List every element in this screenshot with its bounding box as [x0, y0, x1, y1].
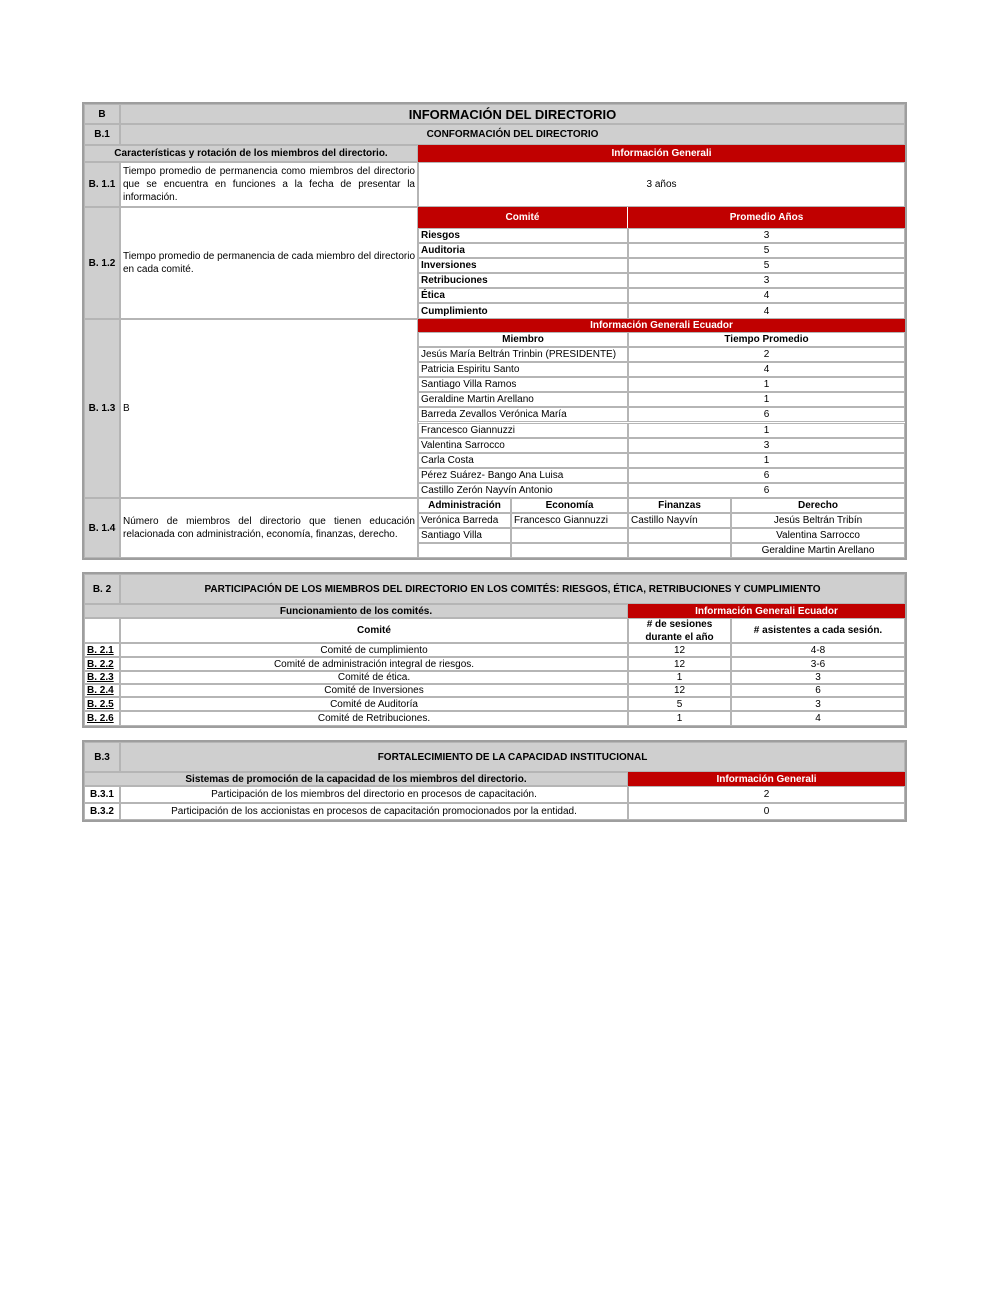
section-b-left-header: Características y rotación de los miembros del directorio.: [84, 145, 418, 162]
b14-member-cell: [418, 543, 511, 558]
b13-col-time: Tiempo Promedio: [628, 332, 905, 347]
b14-member-cell: Francesco Giannuzzi: [511, 513, 628, 528]
b11-value: 3 años: [418, 162, 905, 207]
b12-committee-name: Inversiones: [418, 258, 628, 273]
b13-member-time: 1: [628, 423, 905, 438]
b13-member-name: Jesús María Beltrán Trinbin (PRESIDENTE): [418, 347, 628, 362]
b13-member-time: 1: [628, 377, 905, 392]
b2-row-attendees: 6: [731, 684, 905, 697]
b14-col-law: Derecho: [731, 498, 905, 513]
section-b1-title: CONFORMACIÓN DEL DIRECTORIO: [120, 124, 905, 145]
b12-committee-value: 4: [628, 303, 905, 319]
section-b-title: INFORMACIÓN DEL DIRECTORIO: [120, 104, 905, 124]
b2-row-sessions: 12: [628, 643, 731, 657]
section-b2-title: PARTICIPACIÓN DE LOS MIEMBROS DEL DIRECTORIO EN LOS COMITÉS: RIESGOS, ÉTICA, RETRIBUCIONES Y CUMPLIMIENTO: [120, 574, 905, 604]
b14-member-cell: Valentina Sarrocco: [731, 528, 905, 543]
b2-row-committee: Comité de Inversiones: [120, 684, 628, 697]
b3-row-value: 2: [628, 786, 905, 803]
section-b-right-header: Información Generali: [418, 145, 905, 162]
b2-row-committee: Comité de cumplimiento: [120, 643, 628, 657]
b14-col-economy: Economía: [511, 498, 628, 513]
b13-member-name: Castillo Zerón Nayvín Antonio: [418, 483, 628, 498]
b13-member-time: 2: [628, 347, 905, 362]
b14-member-cell: Castillo Nayvín: [628, 513, 731, 528]
b13-member-time: 3: [628, 438, 905, 453]
b12-committee-name: Riesgos: [418, 228, 628, 243]
b12-code: B. 1.2: [84, 207, 120, 319]
b14-member-cell: Geraldine Martin Arellano: [731, 543, 905, 558]
b13-member-name: Geraldine Martin Arellano: [418, 392, 628, 407]
b2-row-code: B. 2.2: [84, 657, 120, 671]
b14-member-cell: [511, 528, 628, 543]
b2-row-committee: Comité de administración integral de riesgos.: [120, 657, 628, 671]
b13-member-time: 6: [628, 407, 905, 422]
b13-header: Información Generali Ecuador: [418, 319, 905, 332]
b3-row-code: B.3.1: [84, 786, 120, 803]
b12-committee-value: 3: [628, 228, 905, 243]
section-b2-col-attendees: # asistentes a cada sesión.: [731, 618, 905, 643]
b2-row-attendees: 3-6: [731, 657, 905, 671]
b2-row-attendees: 3: [731, 671, 905, 684]
section-b-code: B: [84, 104, 120, 124]
b14-member-cell: Jesús Beltrán Tribín: [731, 513, 905, 528]
b2-row-code: B. 2.3: [84, 671, 120, 684]
b3-row-description: Participación de los miembros del directorio en procesos de capacitación.: [120, 786, 628, 803]
b14-member-cell: [511, 543, 628, 558]
b13-member-name: Valentina Sarrocco: [418, 438, 628, 453]
b12-header-average: Promedio Años: [628, 207, 905, 228]
section-b3-right-header: Información Generali: [628, 772, 905, 786]
b12-committee-value: 4: [628, 288, 905, 303]
b12-committee-name: Retribuciones: [418, 273, 628, 288]
b2-row-committee: Comité de ética.: [120, 671, 628, 684]
b14-member-cell: Verónica Barreda: [418, 513, 511, 528]
b11-description: Tiempo promedio de permanencia como miembros del directorio que se encuentra en funciones a la fecha de presentar la información.: [120, 162, 418, 207]
b3-row-value: 0: [628, 803, 905, 820]
b13-member-time: 1: [628, 453, 905, 468]
b13-member-name: Pérez Suárez- Bango Ana Luisa: [418, 468, 628, 483]
b14-description: Número de miembros del directorio que tienen educación relacionada con administración, economía, finanzas, derecho.: [120, 498, 418, 558]
section-b3-left-header: Sistemas de promoción de la capacidad de los miembros del directorio.: [84, 772, 628, 786]
b13-code: B. 1.3: [84, 319, 120, 498]
b13-col-member: Miembro: [418, 332, 628, 347]
b14-col-finance: Finanzas: [628, 498, 731, 513]
b12-committee-name: Cumplimiento: [418, 303, 628, 319]
b12-committee-name: Auditoria: [418, 243, 628, 258]
b14-col-administration: Administración: [418, 498, 511, 513]
b3-row-description: Participación de los accionistas en procesos de capacitación promocionados por la entidad.: [120, 803, 628, 820]
b2-row-sessions: 1: [628, 671, 731, 684]
b12-header-committee: Comité: [418, 207, 628, 228]
b2-row-attendees: 3: [731, 697, 905, 711]
b12-committee-value: 5: [628, 243, 905, 258]
section-b2-col-sessions: # de sesiones durante el año: [628, 618, 731, 643]
b2-row-code: B. 2.6: [84, 711, 120, 726]
b13-description: B: [120, 319, 418, 498]
section-b3-code: B.3: [84, 742, 120, 772]
b2-row-code: B. 2.4: [84, 684, 120, 697]
b13-member-name: Santiago Villa Ramos: [418, 377, 628, 392]
b2-row-sessions: 5: [628, 697, 731, 711]
b12-committee-value: 3: [628, 273, 905, 288]
section-b2-left-header: Funcionamiento de los comités.: [84, 604, 628, 618]
b13-member-name: Carla Costa: [418, 453, 628, 468]
b13-member-name: Barreda Zevallos Verónica María: [418, 407, 628, 422]
b2-row-attendees: 4: [731, 711, 905, 726]
b3-row-code: B.3.2: [84, 803, 120, 820]
b2-row-sessions: 12: [628, 657, 731, 671]
b2-row-committee: Comité de Auditoría: [120, 697, 628, 711]
section-b2-col-committee: Comité: [120, 618, 628, 643]
b14-member-cell: [628, 543, 731, 558]
section-b2-blank-corner: [84, 618, 120, 643]
b13-member-name: Francesco Giannuzzi: [418, 423, 628, 438]
b13-member-time: 1: [628, 392, 905, 407]
section-b2-code: B. 2: [84, 574, 120, 604]
b2-row-code: B. 2.1: [84, 643, 120, 657]
b2-row-attendees: 4-8: [731, 643, 905, 657]
b12-committee-value: 5: [628, 258, 905, 273]
b12-description: Tiempo promedio de permanencia de cada miembro del directorio en cada comité.: [120, 207, 418, 319]
b13-member-time: 6: [628, 483, 905, 498]
b14-member-cell: [628, 528, 731, 543]
section-b2-right-header: Información Generali Ecuador: [628, 604, 905, 618]
b13-member-time: 6: [628, 468, 905, 483]
b11-code: B. 1.1: [84, 162, 120, 207]
b2-row-sessions: 1: [628, 711, 731, 726]
section-b3-title: FORTALECIMIENTO DE LA CAPACIDAD INSTITUCIONAL: [120, 742, 905, 772]
b14-code: B. 1.4: [84, 498, 120, 558]
b2-row-committee: Comité de Retribuciones.: [120, 711, 628, 726]
b14-member-cell: Santiago Villa: [418, 528, 511, 543]
b2-row-sessions: 12: [628, 684, 731, 697]
b12-committee-name: Ética: [418, 288, 628, 303]
b13-member-time: 4: [628, 362, 905, 377]
section-b1-code: B.1: [84, 124, 120, 145]
b13-member-name: Patricia Espiritu Santo: [418, 362, 628, 377]
b2-row-code: B. 2.5: [84, 697, 120, 711]
